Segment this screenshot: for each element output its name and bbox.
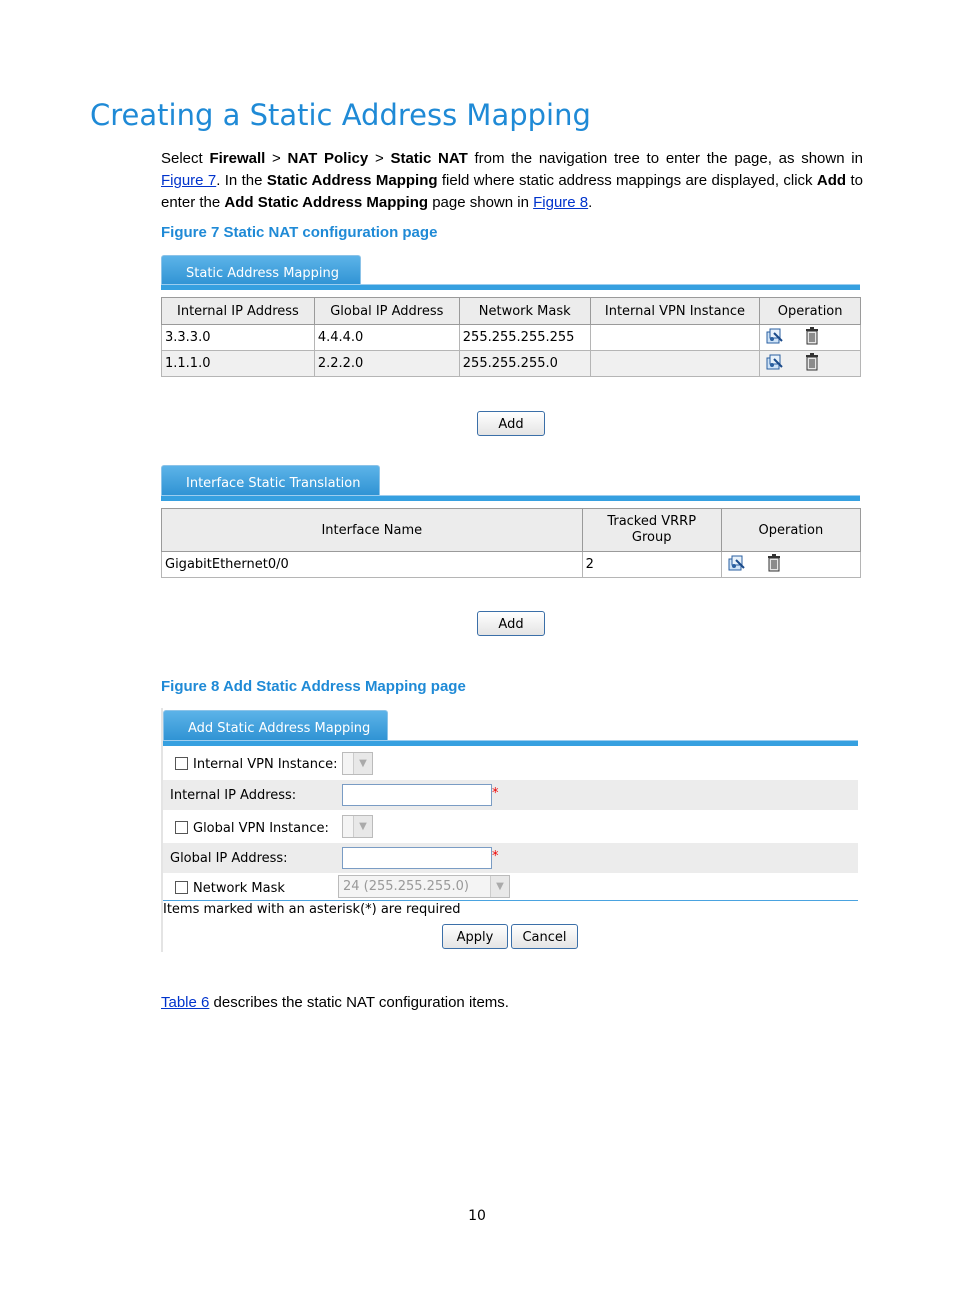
apply-button[interactable]: Apply	[442, 924, 508, 949]
cell-interface-name: GigabitEthernet0/0	[162, 552, 583, 578]
internal-vpn-label: Internal VPN Instance:	[193, 757, 338, 772]
internal-ip-input[interactable]	[342, 784, 492, 806]
cell-internal-ip: 1.1.1.0	[162, 351, 315, 377]
internal-vpn-checkbox[interactable]	[175, 757, 188, 770]
col-operation: Operation	[760, 298, 861, 325]
col-global-ip: Global IP Address	[314, 298, 459, 325]
figure8-caption: Figure 8 Add Static Address Mapping page	[161, 678, 466, 695]
trash-icon[interactable]	[805, 353, 819, 375]
intro-paragraph: Select Firewall > NAT Policy > Static NAT from the navigation tree to enter the page, as shown in Figure 7. In the Static Address Mapping field where static address mappings are displayed, click Add to enter the Add Static Address Mapping page shown in Figure 8.	[161, 150, 863, 211]
table-row	[162, 325, 861, 351]
edit-icon[interactable]	[727, 554, 747, 576]
global-vpn-select[interactable]	[342, 815, 373, 838]
required-asterisk: *	[492, 786, 499, 801]
tab-underline	[161, 495, 860, 501]
cell-operation	[760, 325, 861, 351]
cell-network-mask: 255.255.255.0	[459, 351, 590, 377]
global-ip-input[interactable]	[342, 847, 492, 869]
internal-ip-row	[163, 780, 858, 810]
cell-network-mask: 255.255.255.255	[459, 325, 590, 351]
cell-tracked-vrrp: 2	[582, 552, 721, 578]
col-tracked-vrrp: Tracked VRRP Group	[582, 509, 721, 552]
trash-icon[interactable]	[767, 554, 781, 576]
col-network-mask: Network Mask	[459, 298, 590, 325]
edit-icon[interactable]	[765, 327, 785, 349]
footer-paragraph: Table 6 describes the static NAT configuration items.	[161, 994, 509, 1011]
figure7-caption: Figure 7 Static NAT configuration page	[161, 224, 438, 241]
col-internal-vpn: Internal VPN Instance	[590, 298, 760, 325]
network-mask-label: Network Mask	[193, 881, 285, 896]
figure8-link[interactable]: Figure 8	[533, 194, 589, 211]
cell-operation	[760, 351, 861, 377]
tab-static-address-mapping[interactable]: Static Address Mapping	[161, 255, 361, 289]
table-row	[162, 351, 861, 377]
internal-ip-label: Internal IP Address:	[170, 788, 297, 803]
internal-vpn-select[interactable]	[342, 752, 373, 775]
network-mask-row	[163, 874, 858, 900]
figure7-link[interactable]: Figure 7	[161, 172, 217, 189]
table-row	[162, 552, 861, 578]
cell-internal-vpn	[590, 351, 760, 377]
edit-icon[interactable]	[765, 353, 785, 375]
cell-internal-ip: 3.3.3.0	[162, 325, 315, 351]
tab-interface-static-translation[interactable]: Interface Static Translation	[161, 465, 380, 499]
col-interface-name: Interface Name	[162, 509, 583, 552]
required-asterisk: *	[492, 849, 499, 864]
cell-global-ip: 4.4.4.0	[314, 325, 459, 351]
network-mask-select[interactable]	[338, 875, 510, 898]
add-static-mapping-button[interactable]: Add	[477, 411, 545, 436]
table-header-row	[162, 298, 861, 325]
form-divider	[163, 900, 858, 901]
chevron-down-icon: ▼	[353, 816, 372, 837]
cell-global-ip: 2.2.2.0	[314, 351, 459, 377]
chevron-down-icon: ▼	[353, 753, 372, 774]
col-operation: Operation	[721, 509, 860, 552]
interface-translation-table	[161, 508, 861, 578]
cell-internal-vpn	[590, 325, 760, 351]
tab-add-static-address-mapping[interactable]: Add Static Address Mapping	[163, 710, 388, 744]
static-mapping-table	[161, 297, 861, 377]
chevron-down-icon: ▼	[490, 876, 509, 897]
cell-operation	[721, 552, 860, 578]
table6-link[interactable]: Table 6	[161, 994, 210, 1011]
trash-icon[interactable]	[805, 327, 819, 349]
internal-vpn-row	[163, 749, 858, 779]
add-interface-translation-button[interactable]: Add	[477, 611, 545, 636]
global-ip-row	[163, 843, 858, 873]
cancel-button[interactable]: Cancel	[511, 924, 578, 949]
page-number: 10	[468, 1208, 486, 1224]
page-heading: Creating a Static Address Mapping	[90, 98, 591, 132]
col-internal-ip: Internal IP Address	[162, 298, 315, 325]
global-vpn-label: Global VPN Instance:	[193, 821, 329, 836]
network-mask-checkbox[interactable]	[175, 881, 188, 894]
global-vpn-row	[163, 812, 858, 842]
required-note: Items marked with an asterisk(*) are required	[163, 902, 461, 917]
global-ip-label: Global IP Address:	[170, 851, 288, 866]
tab-underline	[161, 284, 860, 290]
network-mask-value: 24 (255.255.255.0)	[343, 879, 469, 894]
table-header-row	[162, 509, 861, 552]
tab-underline	[163, 740, 858, 746]
global-vpn-checkbox[interactable]	[175, 821, 188, 834]
